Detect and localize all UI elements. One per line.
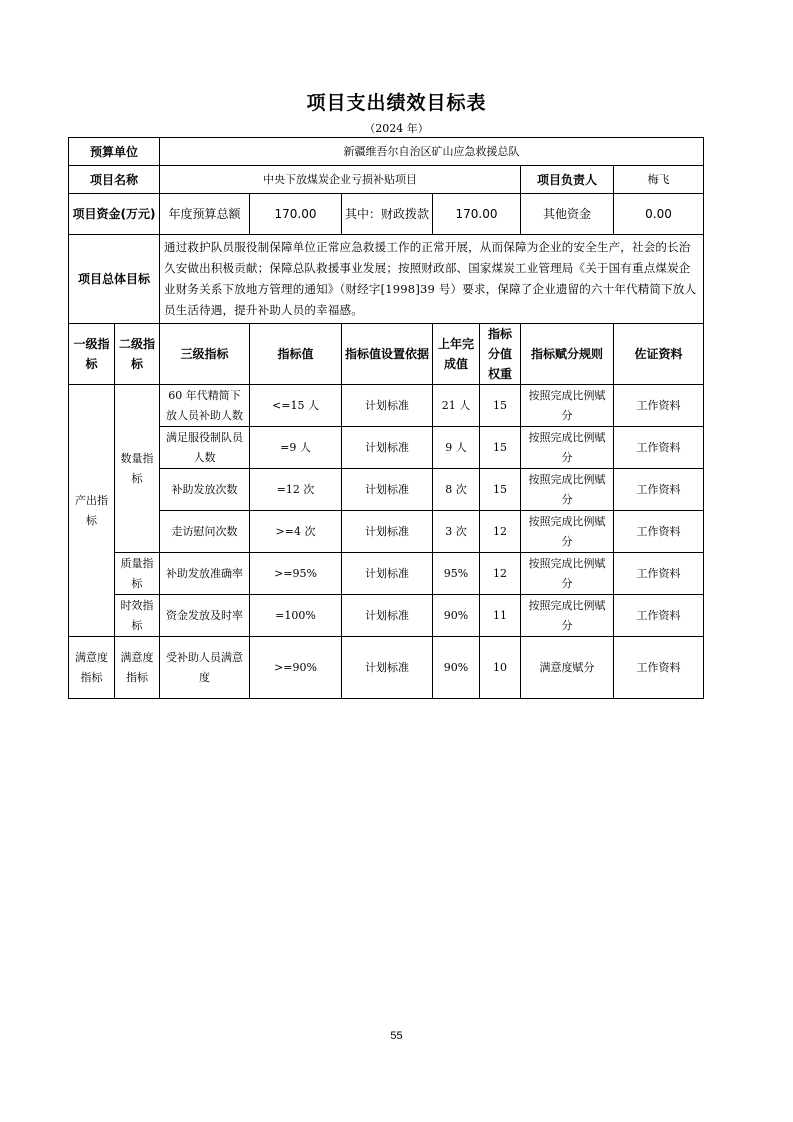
owner-value: 梅飞 [614,166,704,194]
indicator-basis: 计划标准 [342,385,433,427]
indicator-value: >=4 次 [250,511,342,553]
indicator-value: >=95% [250,553,342,595]
table-row [69,637,704,699]
indicator-value: <=15 人 [250,385,342,427]
indicator-value: =9 人 [250,427,342,469]
owner-label: 项目负责人 [521,166,614,194]
indicator-rule: 按照完成比例赋分 [521,595,614,637]
indicator-rule: 按照完成比例赋分 [521,553,614,595]
indicator-basis: 计划标准 [342,511,433,553]
group-output: 产出指标 [69,385,115,637]
indicator-prev: 95% [433,553,480,595]
group-quality: 质量指标 [115,553,160,595]
header-prev: 上年完成值 [433,324,480,385]
indicator-name: 补助发放次数 [160,469,250,511]
indicator-value: >=90% [250,637,342,699]
indicator-evidence: 工作资料 [614,427,704,469]
page-number: 55 [390,1030,403,1042]
indicator-rule: 满意度赋分 [521,637,614,699]
table-row [69,385,704,427]
indicator-name: 补助发放准确率 [160,553,250,595]
indicator-evidence: 工作资料 [614,469,704,511]
table-row [69,511,704,553]
funds-label: 项目资金(万元) [69,194,160,235]
indicator-prev: 90% [433,637,480,699]
table-row [69,595,704,637]
indicator-name: 走访慰问次数 [160,511,250,553]
header-weight: 指标分值权重 [480,324,521,385]
indicator-weight: 11 [480,595,521,637]
header-evidence: 佐证资料 [614,324,704,385]
group-timeliness: 时效指标 [115,595,160,637]
group-quantity: 数量指标 [115,385,160,553]
indicator-prev: 9 人 [433,427,480,469]
header-basis: 指标值设置依据 [342,324,433,385]
indicator-weight: 12 [480,511,521,553]
indicator-basis: 计划标准 [342,595,433,637]
indicator-evidence: 工作资料 [614,511,704,553]
indicator-weight: 15 [480,469,521,511]
header-value: 指标值 [250,324,342,385]
indicator-prev: 21 人 [433,385,480,427]
header-level3: 三级指标 [160,324,250,385]
annual-value: 170.00 [250,194,342,235]
indicator-basis: 计划标准 [342,427,433,469]
indicator-weight: 15 [480,385,521,427]
header-level1: 一级指标 [69,324,115,385]
indicator-name: 满足服役制队员人数 [160,427,250,469]
indicator-rule: 按照完成比例赋分 [521,385,614,427]
indicator-weight: 12 [480,553,521,595]
indicator-rule: 按照完成比例赋分 [521,511,614,553]
unit-label: 预算单位 [69,138,160,166]
indicator-value: =12 次 [250,469,342,511]
goal-row [69,235,704,324]
indicator-prev: 8 次 [433,469,480,511]
year-label: （2024 年） [364,122,429,135]
indicator-value: =100% [250,595,342,637]
indicator-prev: 90% [433,595,480,637]
unit-value: 新疆维吾尔自治区矿山应急救援总队 [160,138,704,166]
indicator-evidence: 工作资料 [614,637,704,699]
unit-row [69,138,704,166]
indicator-basis: 计划标准 [342,469,433,511]
project-value: 中央下放煤炭企业亏损补贴项目 [160,166,521,194]
other-label: 其他资金 [521,194,614,235]
fiscal-label: 其中：财政拨款 [342,194,433,235]
indicator-basis: 计划标准 [342,553,433,595]
goal-label: 项目总体目标 [69,235,160,324]
indicator-name: 受补助人员满意度 [160,637,250,699]
group-satisfaction-sub: 满意度指标 [115,637,160,699]
indicator-rule: 按照完成比例赋分 [521,427,614,469]
table-row [69,553,704,595]
annual-label: 年度预算总额 [160,194,250,235]
indicator-weight: 15 [480,427,521,469]
indicator-prev: 3 次 [433,511,480,553]
table-row [69,427,704,469]
indicator-name: 60 年代精简下放人员补助人数 [160,385,250,427]
group-satisfaction: 满意度指标 [69,637,115,699]
header-level2: 二级指标 [115,324,160,385]
table-row [69,469,704,511]
project-row [69,166,704,194]
indicator-rule: 按照完成比例赋分 [521,469,614,511]
fiscal-value: 170.00 [433,194,521,235]
page-title: 项目支出绩效目标表 [306,92,487,114]
indicator-evidence: 工作资料 [614,595,704,637]
goal-text: 通过救护队员服役制保障单位正常应急救援工作的正常开展，从而保障为企业的安全生产，社会的长治久安做出积极贡献；保障总队救援事业发展；按照财政部、国家煤炭工业管理局《关于国有重点煤炭企业财务关系下放地方管理的通知》（财经字[1998]39 号）要求，保障了企业遗留的六十年代精简下放人员生活待遇，提升补助人员的幸福感。 [160,235,704,324]
indicator-name: 资金发放及时率 [160,595,250,637]
indicator-evidence: 工作资料 [614,553,704,595]
header-rule: 指标赋分规则 [521,324,614,385]
indicator-evidence: 工作资料 [614,385,704,427]
header-row [69,324,704,385]
project-label: 项目名称 [69,166,160,194]
indicator-basis: 计划标准 [342,637,433,699]
indicator-weight: 10 [480,637,521,699]
funds-row [69,194,704,235]
other-value: 0.00 [614,194,704,235]
performance-table [68,137,704,699]
